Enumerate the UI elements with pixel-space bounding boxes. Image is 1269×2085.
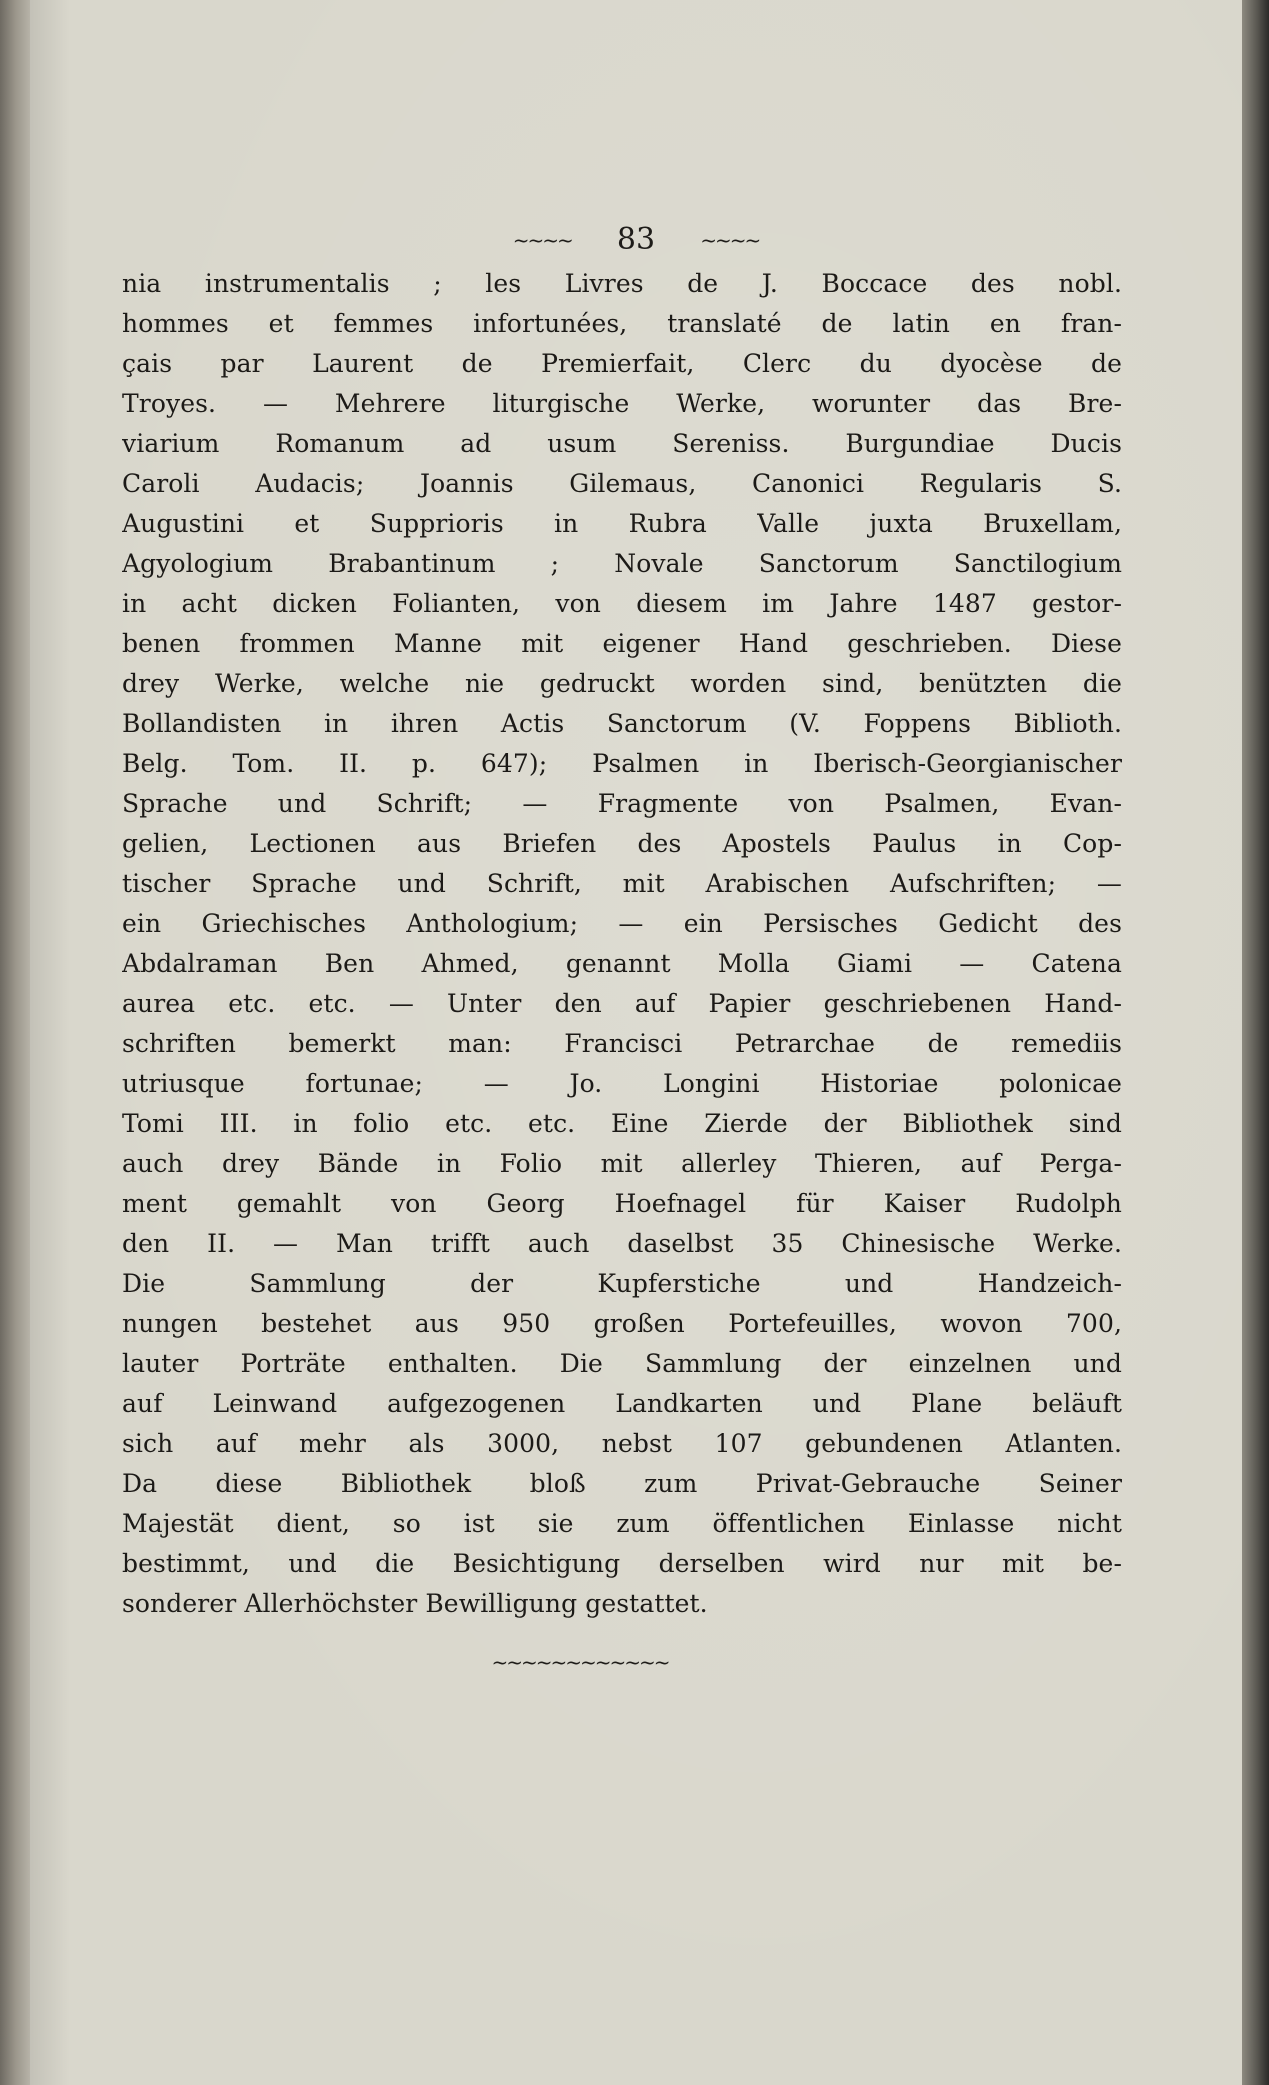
text-line: schriften bemerkt man: Francisci Petrarchae de remediis — [122, 1029, 1122, 1058]
text-line: Tomi III. in folio etc. etc. Eine Zierde der Bibliothek sind — [122, 1109, 1122, 1138]
text-line: drey Werke, welche nie gedruckt worden sind, benützten die — [122, 669, 1122, 698]
text-line: Troyes. — Mehrere liturgische Werke, worunter das Bre- — [122, 389, 1122, 418]
text-line: benen frommen Manne mit eigener Hand geschrieben. Diese — [122, 629, 1122, 658]
text-line: ein Griechisches Anthologium; — ein Persisches Gedicht des — [122, 909, 1122, 938]
text-line: lauter Porträte enthalten. Die Sammlung der einzelnen und — [122, 1349, 1122, 1378]
text-line: nia instrumentalis ; les Livres de J. Boccace des nobl. — [122, 269, 1122, 298]
text-line: auch drey Bände in Folio mit allerley Thieren, auf Perga- — [122, 1149, 1122, 1178]
text-line: nungen bestehet aus 950 großen Portefeuilles, wovon 700, — [122, 1309, 1122, 1338]
text-line-last: sonderer Allerhöchster Bewilligung gestattet. — [122, 1589, 708, 1618]
page-header — [30, 222, 1242, 262]
text-line: Caroli Audacis; Joannis Gilemaus, Canonici Regularis S. — [122, 469, 1122, 498]
text-line: çais par Laurent de Premierfait, Clerc du dyocèse de — [122, 349, 1122, 378]
page-body-text — [122, 264, 1122, 1624]
text-line: in acht dicken Folianten, von diesem im Jahre 1487 gestor- — [122, 589, 1122, 618]
text-line: Da diese Bibliothek bloß zum Privat-Gebrauche Seiner — [122, 1469, 1122, 1498]
text-line: sich auf mehr als 3000, nebst 107 gebundenen Atlanten. — [122, 1429, 1122, 1458]
text-line: Belg. Tom. II. p. 647); Psalmen in Iberisch-Georgianischer — [122, 749, 1122, 778]
text-line: auf Leinwand aufgezogenen Landkarten und Plane beläuft — [122, 1389, 1122, 1418]
text-line: utriusque fortunae; — Jo. Longini Historiae polonicae — [122, 1069, 1122, 1098]
text-line: den II. — Man trifft auch daselbst 35 Chinesische Werke. — [122, 1229, 1122, 1258]
text-line: aurea etc. etc. — Unter den auf Papier geschriebenen Hand- — [122, 989, 1122, 1018]
header-ornament-right: ~~~~ — [700, 227, 760, 252]
footer-ornament: ~~~~~~~~~~~~ — [491, 1650, 669, 1674]
text-line: Majestät dient, so ist sie zum öffentlichen Einlasse nicht — [122, 1509, 1122, 1538]
text-line: viarium Romanum ad usum Sereniss. Burgundiae Ducis — [122, 429, 1122, 458]
text-line: hommes et femmes infortunées, translaté de latin en fran- — [122, 309, 1122, 338]
text-line: ment gemahlt von Georg Hoefnagel für Kaiser Rudolph — [122, 1189, 1122, 1218]
book-page — [30, 0, 1242, 2085]
text-line: tischer Sprache und Schrift, mit Arabischen Aufschriften; — — [122, 869, 1122, 898]
text-line: Augustini et Supprioris in Rubra Valle juxta Bruxellam, — [122, 509, 1122, 538]
page-number: 83 — [616, 222, 656, 257]
header-ornament-left: ~~~~ — [512, 227, 572, 252]
text-line: Abdalraman Ben Ahmed, genannt Molla Giami — Catena — [122, 949, 1122, 978]
text-line: Die Sammlung der Kupferstiche und Handzeich- — [122, 1269, 1122, 1298]
text-line: gelien, Lectionen aus Briefen des Apostels Paulus in Cop- — [122, 829, 1122, 858]
text-line: Sprache und Schrift; — Fragmente von Psalmen, Evan- — [122, 789, 1122, 818]
text-line: Bollandisten in ihren Actis Sanctorum (V. Foppens Biblioth. — [122, 709, 1122, 738]
text-line: bestimmt, und die Besichtigung derselben wird nur mit be- — [122, 1549, 1122, 1578]
page-edge-shadow — [1242, 0, 1269, 2085]
text-line: Agyologium Brabantinum ; Novale Sanctorum Sanctilogium — [122, 549, 1122, 578]
